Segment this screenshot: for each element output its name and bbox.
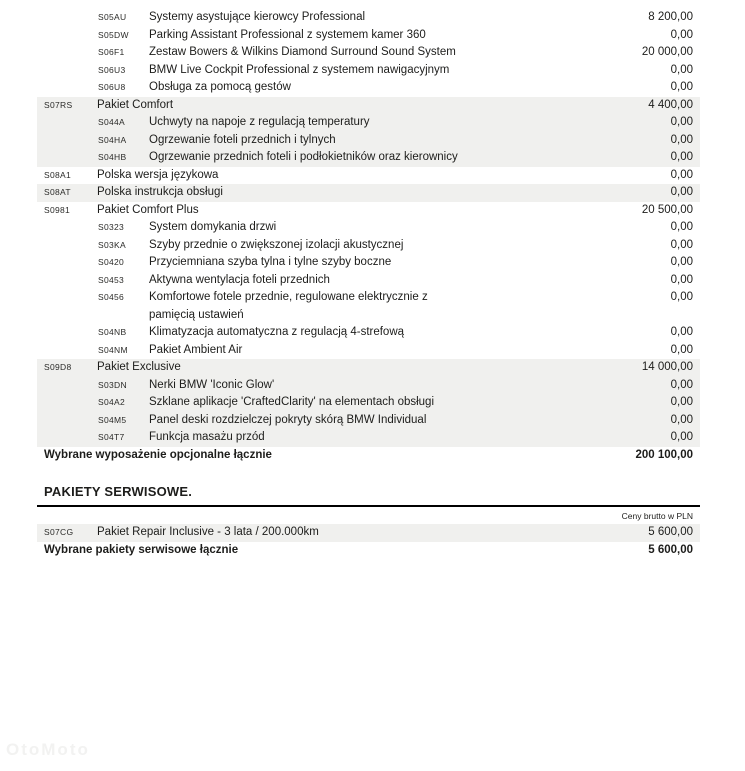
option-description: BMW Live Cockpit Professional z systemem nawigacyjnym bbox=[149, 63, 450, 76]
option-code: S04T7 bbox=[98, 432, 125, 442]
option-code: S0453 bbox=[98, 274, 125, 285]
option-code: S03KA bbox=[98, 239, 126, 250]
option-code: S08AT bbox=[44, 187, 71, 197]
option-description: Systemy asystujące kierowcy Professional bbox=[149, 11, 366, 23]
option-code: S0981 bbox=[44, 204, 71, 215]
option-description: Przyciemniana szyba tylna i tylne szyby boczne bbox=[149, 256, 392, 268]
options-total-price: 200 100,00 bbox=[635, 448, 693, 461]
option-price: 0,00 bbox=[670, 326, 693, 338]
option-code: S09D8 bbox=[44, 362, 72, 372]
option-row bbox=[37, 79, 700, 97]
option-row bbox=[37, 114, 700, 132]
option-description: Panel deski rozdzielczej pokryty skórą BMW Individual bbox=[149, 413, 427, 426]
service-packages-heading: PAKIETY SERWISOWE. bbox=[44, 484, 193, 499]
option-code: S06F1 bbox=[98, 47, 125, 57]
option-row bbox=[37, 394, 700, 412]
option-price: 8 200,00 bbox=[648, 11, 693, 23]
option-row bbox=[37, 44, 700, 62]
option-code: S04A2 bbox=[98, 397, 126, 407]
option-description: Szklane aplikacje 'CraftedClarity' na elementach obsługi bbox=[149, 396, 435, 408]
option-description: Obsługa za pomocą gestów bbox=[149, 81, 291, 93]
option-code: S04M5 bbox=[98, 414, 127, 425]
option-description: Funkcja masażu przód bbox=[149, 431, 265, 443]
option-price: 0,00 bbox=[670, 81, 693, 93]
option-row bbox=[37, 62, 700, 80]
option-row bbox=[37, 149, 700, 167]
option-description: Parking Assistant Professional z systemem kamer 360 bbox=[149, 28, 426, 41]
optional-equipment-table bbox=[37, 9, 700, 447]
option-price: 0,00 bbox=[670, 151, 693, 163]
option-description: Pakiet Ambient Air bbox=[149, 343, 243, 356]
option-price: 0,00 bbox=[670, 28, 693, 41]
option-description: Pakiet Comfort bbox=[97, 98, 174, 111]
option-price: 0,00 bbox=[670, 256, 693, 268]
option-row bbox=[37, 184, 700, 202]
option-row bbox=[37, 324, 700, 342]
option-price: 0,00 bbox=[670, 396, 693, 408]
option-code: S04HA bbox=[98, 134, 127, 145]
option-code: S0420 bbox=[98, 257, 125, 267]
option-code: S05AU bbox=[98, 12, 127, 22]
option-code: S04NB bbox=[98, 327, 127, 337]
service-packages-table bbox=[37, 524, 700, 542]
option-code: S04NM bbox=[98, 344, 128, 355]
option-description: Zestaw Bowers & Wilkins Diamond Surround Sound System bbox=[149, 46, 456, 58]
option-row bbox=[37, 27, 700, 45]
option-row bbox=[37, 342, 700, 360]
option-price: 20 000,00 bbox=[641, 46, 693, 58]
service-total-label: Wybrane pakiety serwisowe łącznie bbox=[44, 543, 239, 556]
option-description: System domykania drzwi bbox=[149, 221, 277, 233]
option-price: 0,00 bbox=[670, 343, 693, 356]
options-total-row bbox=[37, 447, 700, 465]
option-code: S044A bbox=[98, 117, 126, 127]
option-description: Komfortowe fotele przednie, regulowane elektrycznie z pamięcią ustawień bbox=[149, 289, 671, 324]
option-price: 0,00 bbox=[670, 378, 693, 391]
option-row bbox=[37, 97, 700, 115]
option-description: Polska instrukcja obsługi bbox=[97, 186, 223, 198]
option-description: Aktywna wentylacja foteli przednich bbox=[149, 273, 330, 286]
option-price: 0,00 bbox=[670, 186, 693, 198]
options-total-label: Wybrane wyposażenie opcjonalne łącznie bbox=[44, 448, 272, 461]
option-row bbox=[37, 289, 700, 324]
option-price: 0,00 bbox=[670, 133, 693, 146]
option-description: Pakiet Repair Inclusive - 3 lata / 200.000km bbox=[97, 526, 319, 538]
option-row bbox=[37, 429, 700, 447]
option-row bbox=[37, 219, 700, 237]
option-description: Pakiet Exclusive bbox=[97, 361, 181, 373]
option-price: 0,00 bbox=[670, 431, 693, 443]
option-code: S07CG bbox=[44, 527, 74, 537]
option-code: S0323 bbox=[98, 222, 125, 232]
option-code: S05DW bbox=[98, 29, 129, 40]
option-code: S07RS bbox=[44, 99, 73, 110]
option-code: S06U3 bbox=[98, 64, 126, 75]
option-price: 0,00 bbox=[670, 291, 693, 303]
option-description: Klimatyzacja automatyczna z regulacją 4-strefową bbox=[149, 326, 405, 338]
option-description: Uchwyty na napoje z regulacją temperatury bbox=[149, 116, 370, 128]
option-code: S0456 bbox=[98, 292, 125, 302]
option-row bbox=[37, 132, 700, 150]
option-code: S03DN bbox=[98, 379, 127, 390]
option-description: Nerki BMW 'Iconic Glow' bbox=[149, 378, 275, 391]
option-row bbox=[37, 412, 700, 430]
option-row bbox=[37, 9, 700, 27]
option-row bbox=[37, 272, 700, 290]
option-code: S08A1 bbox=[44, 169, 72, 180]
option-row bbox=[37, 377, 700, 395]
option-price: 0,00 bbox=[670, 116, 693, 128]
option-code: S04HB bbox=[98, 152, 127, 162]
option-price: 20 500,00 bbox=[641, 203, 693, 216]
option-description: Szyby przednie o zwiększonej izolacji akustycznej bbox=[149, 238, 404, 251]
service-total-row bbox=[37, 542, 700, 560]
option-price: 4 400,00 bbox=[648, 98, 693, 111]
option-row bbox=[37, 254, 700, 272]
option-description: Polska wersja językowa bbox=[97, 168, 219, 181]
option-price: 0,00 bbox=[670, 273, 693, 286]
price-column-header: Ceny brutto w PLN bbox=[621, 511, 693, 521]
option-description-line2: pamięcią ustawień bbox=[149, 308, 244, 321]
price-list-page bbox=[37, 0, 700, 559]
option-description: Ogrzewanie foteli przednich i tylnych bbox=[149, 133, 336, 146]
option-description: Ogrzewanie przednich foteli i podłokietników oraz kierownicy bbox=[149, 151, 458, 163]
option-row bbox=[37, 524, 700, 542]
option-row bbox=[37, 359, 700, 377]
option-description: Pakiet Comfort Plus bbox=[97, 203, 199, 216]
watermark: OtoMoto bbox=[6, 740, 90, 759]
option-price: 0,00 bbox=[670, 238, 693, 251]
service-total-price: 5 600,00 bbox=[648, 543, 693, 556]
option-code: S06U8 bbox=[98, 82, 126, 92]
option-row bbox=[37, 167, 700, 185]
option-row bbox=[37, 202, 700, 220]
option-price: 0,00 bbox=[670, 413, 693, 426]
option-price: 0,00 bbox=[670, 221, 693, 233]
option-price: 14 000,00 bbox=[641, 361, 693, 373]
option-price: 5 600,00 bbox=[648, 526, 693, 538]
option-price: 0,00 bbox=[670, 63, 693, 76]
option-price: 0,00 bbox=[670, 168, 693, 181]
option-row bbox=[37, 237, 700, 255]
